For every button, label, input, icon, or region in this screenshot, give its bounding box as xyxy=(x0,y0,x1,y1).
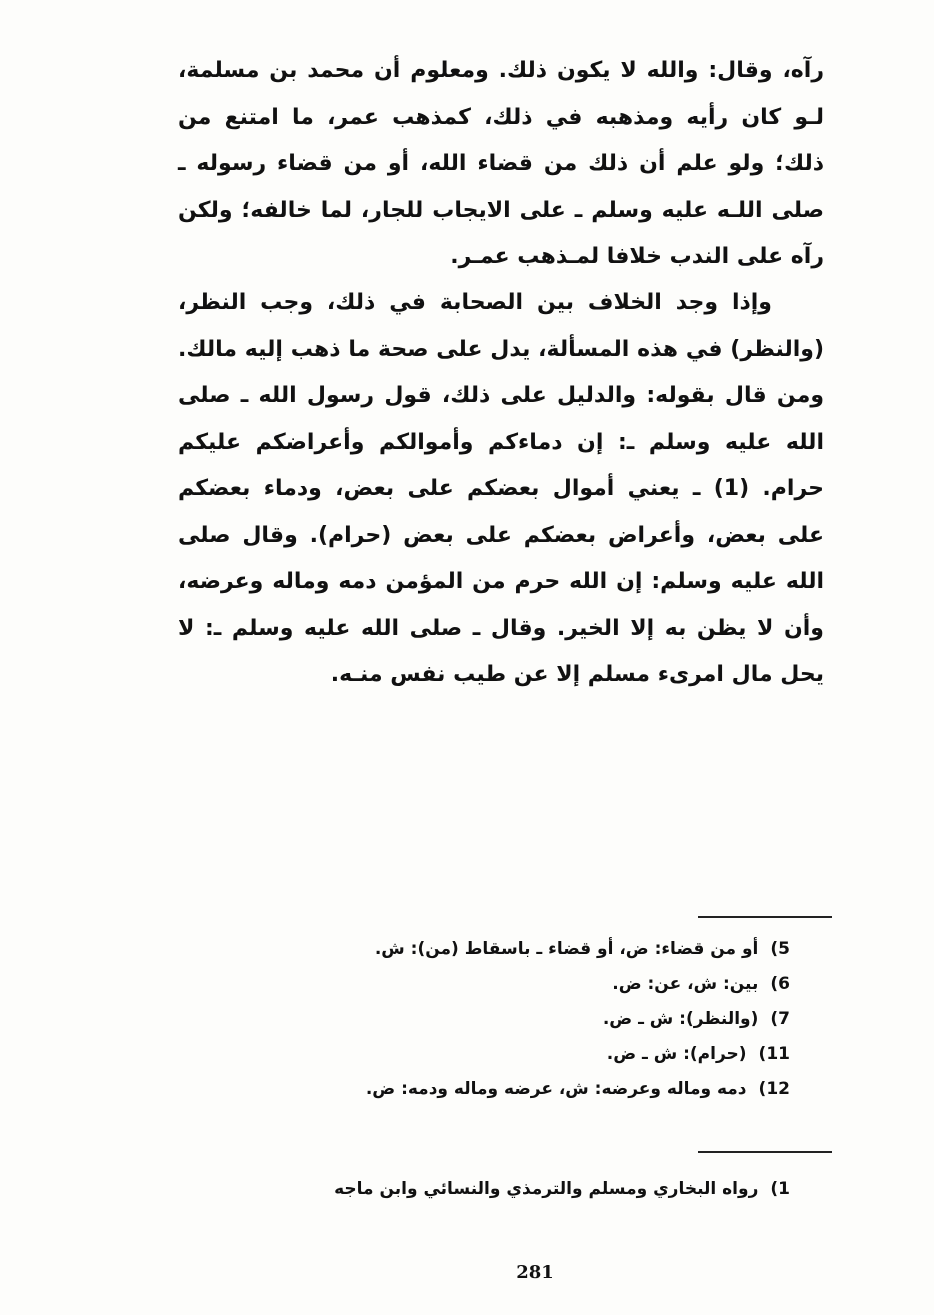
note-line xyxy=(240,1002,790,1037)
note-number: 7) xyxy=(770,1009,790,1029)
footnote-separator xyxy=(698,916,832,918)
note-text: دمه وماله وعرضه: ش، عرضه وماله ودمه: ض. xyxy=(365,1079,747,1099)
note-line xyxy=(240,932,790,967)
note-text: (والنظر): ش ـ ض. xyxy=(602,1009,759,1029)
note-number: 5) xyxy=(770,939,790,959)
note-line xyxy=(240,1072,790,1107)
paragraph-2: وإذا وجد الخلاف بين الصحابة في ذلك، وجب النظر، (والنظر) في هذه المسألة، يدل على صحة ما ذهب إليه مالك. ومن قال بقوله: والدليل على ذلك، قول رسول الله ـ صلى الله عليه وسلم ـ: إن دماءكم وأموالكم وأعراضكم عليكم حرام. (1) ـ يعني أموال بعضكم على بعض، ودماء بعضكم على بعض، وأعراض بعضكم على بعض (حرام). وقال صلى الله عليه وسلم: إن الله حرم من المؤمن دمه وماله وعرضه، وأن لا يظن به إلا الخير. وقال ـ صلى الله عليه وسلم ـ: لا يحل مال امرىء مسلم إلا عن طيب نفس منـه. xyxy=(178,290,824,687)
note-text: (حرام): ش ـ ض. xyxy=(606,1044,747,1064)
note-number: 12) xyxy=(758,1079,790,1099)
note-text: بين: ش، عن: ض. xyxy=(612,974,759,994)
reference-number: 1) xyxy=(770,1179,790,1199)
reference-separator xyxy=(698,1151,832,1153)
note-line xyxy=(240,1037,790,1072)
reference-text: رواه البخاري ومسلم والترمذي والنسائي وابن ماجه xyxy=(334,1179,759,1199)
note-number: 6) xyxy=(770,974,790,994)
reference-notes xyxy=(240,1172,790,1207)
reference-line xyxy=(240,1172,790,1207)
note-number: 11) xyxy=(758,1044,790,1064)
note-line xyxy=(240,967,790,1002)
paragraph-1: رآه، وقال: والله لا يكون ذلك. ومعلوم أن محمد بن مسلمة، لـو كان رأيه ومذهبه في ذلك، كمذهب عمر، ما امتنع من ذلك؛ ولو علم أن ذلك من قضاء الله، أو من قضاء رسوله ـ صلى اللـه عليه وسلم ـ على الايجاب للجار، لما خالفه؛ ولكن رآه على الندب خلافا لمـذهب عمـر. xyxy=(178,58,824,269)
note-text: أو من قضاء: ض، أو قضاء ـ باسقاط (من): ش. xyxy=(374,939,759,959)
page-number: 281 xyxy=(516,1262,554,1283)
variant-notes xyxy=(240,932,790,1107)
